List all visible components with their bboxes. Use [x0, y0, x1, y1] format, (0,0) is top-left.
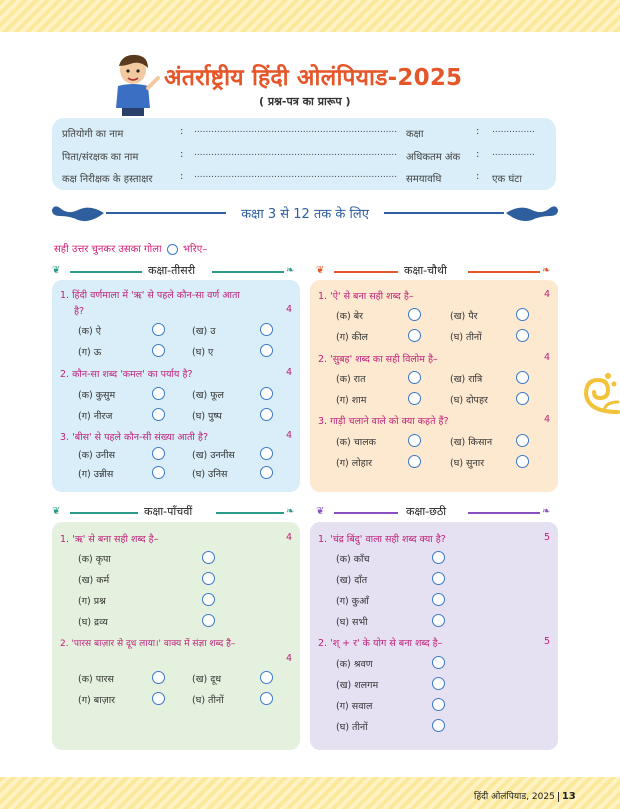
- instruction-after: भरिए–: [183, 244, 208, 255]
- answer-radio[interactable]: [202, 572, 215, 585]
- info-colon: :: [476, 171, 480, 182]
- sample-circle-icon: [167, 244, 178, 255]
- band-line: [106, 212, 226, 214]
- answer-radio[interactable]: [408, 392, 421, 405]
- answer-radio[interactable]: [260, 323, 273, 336]
- option-label: (ख) उ: [192, 326, 216, 337]
- question-text: 3. गाड़ी चलाने वाले को क्या कहते हैं?: [318, 416, 449, 427]
- option-label: (घ) सभी: [336, 617, 368, 628]
- answer-radio[interactable]: [202, 593, 215, 606]
- answer-radio[interactable]: [152, 387, 165, 400]
- option-label: (ग) कुआँ: [336, 596, 369, 607]
- footer-divider: [558, 792, 559, 802]
- leaf-ornament-icon: ❧: [286, 506, 295, 517]
- option-label: (क) उनीस: [78, 450, 116, 461]
- question-marks: 4: [286, 532, 293, 543]
- leaf-ornament-icon: ❦: [52, 506, 61, 517]
- option-label: (घ) तीनों: [192, 695, 224, 706]
- info-label: पिता/संरक्षक का नाम: [62, 152, 139, 163]
- question-text: 2. 'श् + र' के योग से बना शब्द है–: [318, 638, 443, 649]
- option-label: (घ) द्रव्य: [78, 617, 108, 628]
- flourish-left-icon: [50, 202, 106, 224]
- candidate-info-box: [52, 118, 556, 190]
- info-colon: :: [180, 149, 184, 160]
- option-label: (ग) लोहार: [336, 458, 373, 469]
- class3-panel: [52, 280, 300, 492]
- option-label: (ग) उन्नीस: [78, 469, 114, 480]
- question-text-cont: है?: [74, 306, 85, 317]
- invigilator-signature-blank[interactable]: .......................................................................: [194, 170, 398, 180]
- answer-radio[interactable]: [152, 323, 165, 336]
- info-colon: :: [180, 126, 184, 137]
- answer-radio[interactable]: [202, 551, 215, 564]
- question-text: 2. 'पारस बाज़ार से दूध लाया।' वाक्य में संज्ञा शब्द है–: [60, 639, 236, 649]
- option-label: (क) काँच: [336, 554, 370, 565]
- answer-radio[interactable]: [152, 408, 165, 421]
- section-heading-class3: [52, 262, 300, 280]
- section-heading-text: कक्षा-पाँचवीं: [144, 505, 193, 518]
- question-text: 2. 'सुबह' शब्द का सही विलोम है–: [318, 354, 438, 365]
- section-heading-text: कक्षा-चौथी: [404, 264, 447, 277]
- answer-radio[interactable]: [408, 371, 421, 384]
- option-label: (क) ऐ: [78, 326, 101, 337]
- option-label: (ग) प्रश्न: [78, 596, 106, 607]
- option-label: (ग) बाज़ार: [78, 695, 116, 706]
- answer-radio[interactable]: [260, 447, 273, 460]
- page-number: 13: [561, 791, 576, 802]
- option-label: (ख) कर्म: [78, 575, 110, 586]
- section-heading-class5: [52, 503, 300, 521]
- info-label: कक्षा: [406, 129, 424, 140]
- option-label: (ग) ऊ: [78, 347, 102, 358]
- option-label: (घ) तीनों: [336, 722, 368, 733]
- answer-radio[interactable]: [260, 692, 273, 705]
- answer-radio[interactable]: [260, 387, 273, 400]
- question-text: 2. कौन-सा शब्द 'कमल' का पर्याय है?: [60, 369, 193, 380]
- option-label: (ख) शलगम: [336, 680, 379, 691]
- section-heading-class6: [316, 503, 564, 521]
- option-label: (ग) कील: [336, 332, 368, 343]
- option-label: (ख) फूल: [192, 390, 224, 401]
- band-line: [384, 212, 504, 214]
- question-text: 1. हिंदी वर्णमाला में 'ऋ' से पहले कौन-सा वर्ण आता: [60, 290, 240, 301]
- option-label: (ख) दाँत: [336, 575, 368, 586]
- option-label: (घ) ए: [192, 347, 214, 358]
- option-label: (क) बेर: [336, 311, 364, 322]
- question-marks: 4: [286, 430, 293, 441]
- leaf-ornament-icon: ❦: [316, 265, 325, 276]
- leaf-ornament-icon: ❧: [542, 265, 551, 276]
- option-label: (घ) सुनार: [450, 458, 485, 469]
- class-blank[interactable]: ...............: [492, 125, 535, 135]
- duration-value: एक घंटा: [492, 174, 522, 185]
- guardian-blank[interactable]: .......................................................................: [194, 148, 398, 158]
- flourish-right-icon: [504, 202, 560, 224]
- answer-radio[interactable]: [152, 466, 165, 479]
- leaf-ornament-icon: ❧: [286, 265, 295, 276]
- question-text: 1. 'चंद्र बिंदु' वाला सही शब्द क्या है?: [318, 534, 446, 545]
- option-label: (घ) उनिस: [192, 469, 228, 480]
- answer-radio[interactable]: [432, 551, 445, 564]
- info-colon: :: [180, 171, 184, 182]
- answer-radio[interactable]: [432, 614, 445, 627]
- option-label: (घ) तीनों: [450, 332, 482, 343]
- question-marks: 5: [544, 636, 551, 647]
- answer-radio[interactable]: [260, 408, 273, 421]
- section-heading-text: कक्षा-छठी: [406, 505, 447, 518]
- instruction-before: सही उत्तर चुनकर उसका गोला: [54, 244, 162, 255]
- info-colon: :: [476, 126, 480, 137]
- answer-radio[interactable]: [516, 392, 529, 405]
- option-label: (क) चालक: [336, 437, 376, 448]
- answer-radio[interactable]: [260, 466, 273, 479]
- answer-radio[interactable]: [202, 614, 215, 627]
- question-marks: 4: [286, 367, 293, 378]
- option-label: (ग) नीरज: [78, 411, 113, 422]
- answer-radio[interactable]: [516, 434, 529, 447]
- section-heading-class4: [316, 262, 564, 280]
- option-label: (ख) उननीस: [192, 450, 235, 461]
- answer-radio[interactable]: [516, 371, 529, 384]
- option-label: (क) रात: [336, 374, 366, 385]
- answer-radio[interactable]: [408, 329, 421, 342]
- option-label: (क) कुसुम: [78, 390, 116, 401]
- leaf-ornament-icon: ❧: [542, 506, 551, 517]
- page-subtitle: ( प्रश्न-पत्र का प्रारूप ): [259, 95, 351, 108]
- answer-radio[interactable]: [408, 434, 421, 447]
- footer: [474, 789, 576, 802]
- info-label: कक्ष निरीक्षक के हस्ताक्षर: [62, 174, 153, 185]
- question-text: 1. 'ऐ' से बना सही शब्द है–: [318, 291, 414, 302]
- leaf-ornament-icon: ❦: [52, 265, 61, 276]
- answer-radio[interactable]: [408, 308, 421, 321]
- answer-radio[interactable]: [152, 692, 165, 705]
- answer-radio[interactable]: [408, 455, 421, 468]
- name-blank[interactable]: .......................................................................: [194, 125, 398, 135]
- option-label: (ग) शाम: [336, 395, 367, 406]
- option-label: (ग) सवाल: [336, 701, 373, 712]
- class6-panel: [310, 522, 558, 750]
- option-label: (ख) दूध: [192, 674, 222, 685]
- question-marks: 4: [286, 653, 293, 664]
- info-colon: :: [476, 149, 480, 160]
- question-marks: 4: [544, 289, 551, 300]
- option-label: (ख) रात्रि: [450, 374, 483, 385]
- option-label: (घ) पुष्प: [192, 411, 222, 422]
- question-text: 1. 'ऋ' से बना सही शब्द है–: [60, 534, 159, 545]
- swirl-ornament-icon: [578, 372, 620, 418]
- answer-radio[interactable]: [432, 677, 445, 690]
- question-marks: 4: [544, 352, 551, 363]
- class4-panel: [310, 280, 558, 492]
- option-label: (ख) पैर: [450, 311, 478, 322]
- answer-radio[interactable]: [152, 344, 165, 357]
- answer-radio[interactable]: [516, 308, 529, 321]
- class-range-band: [50, 200, 560, 226]
- option-label: (घ) दोपहर: [450, 395, 488, 406]
- answer-radio[interactable]: [152, 447, 165, 460]
- leaf-ornament-icon: ❦: [316, 506, 325, 517]
- max-marks-blank[interactable]: ...............: [492, 148, 535, 158]
- section-heading-text: कक्षा-तीसरी: [148, 264, 196, 277]
- answer-radio[interactable]: [432, 572, 445, 585]
- answer-radio[interactable]: [432, 593, 445, 606]
- band-text: कक्षा 3 से 12 तक के लिए: [241, 207, 369, 222]
- info-label: समयावधि: [406, 174, 442, 185]
- answer-radio[interactable]: [516, 329, 529, 342]
- answer-radio[interactable]: [260, 671, 273, 684]
- class5-panel: [52, 522, 300, 750]
- answer-radio[interactable]: [516, 455, 529, 468]
- question-marks: 5: [544, 532, 551, 543]
- question-marks: 4: [544, 414, 551, 425]
- footer-text: हिंदी ओलंपियाड, 2025: [474, 792, 555, 802]
- answer-radio[interactable]: [152, 671, 165, 684]
- info-label: अधिकतम अंक: [406, 152, 461, 163]
- question-marks: 4: [286, 304, 293, 315]
- page-title: अंतर्राष्ट्रीय हिंदी ओलंपियाड-2025: [164, 65, 463, 91]
- boy-mascot-illustration: [104, 52, 162, 116]
- option-label: (ख) किसान: [450, 437, 493, 448]
- option-label: (क) कृपा: [78, 554, 111, 565]
- answer-radio[interactable]: [432, 719, 445, 732]
- instruction-text: [54, 241, 207, 255]
- option-label: (क) पारस: [78, 674, 114, 685]
- answer-radio[interactable]: [432, 698, 445, 711]
- info-label: प्रतियोगी का नाम: [62, 129, 124, 140]
- option-label: (क) श्रवण: [336, 659, 373, 670]
- answer-radio[interactable]: [260, 344, 273, 357]
- answer-radio[interactable]: [432, 656, 445, 669]
- question-text: 3. 'बीस' से पहले कौन-सी संख्या आती है?: [60, 432, 208, 443]
- top-stripe: [0, 0, 620, 32]
